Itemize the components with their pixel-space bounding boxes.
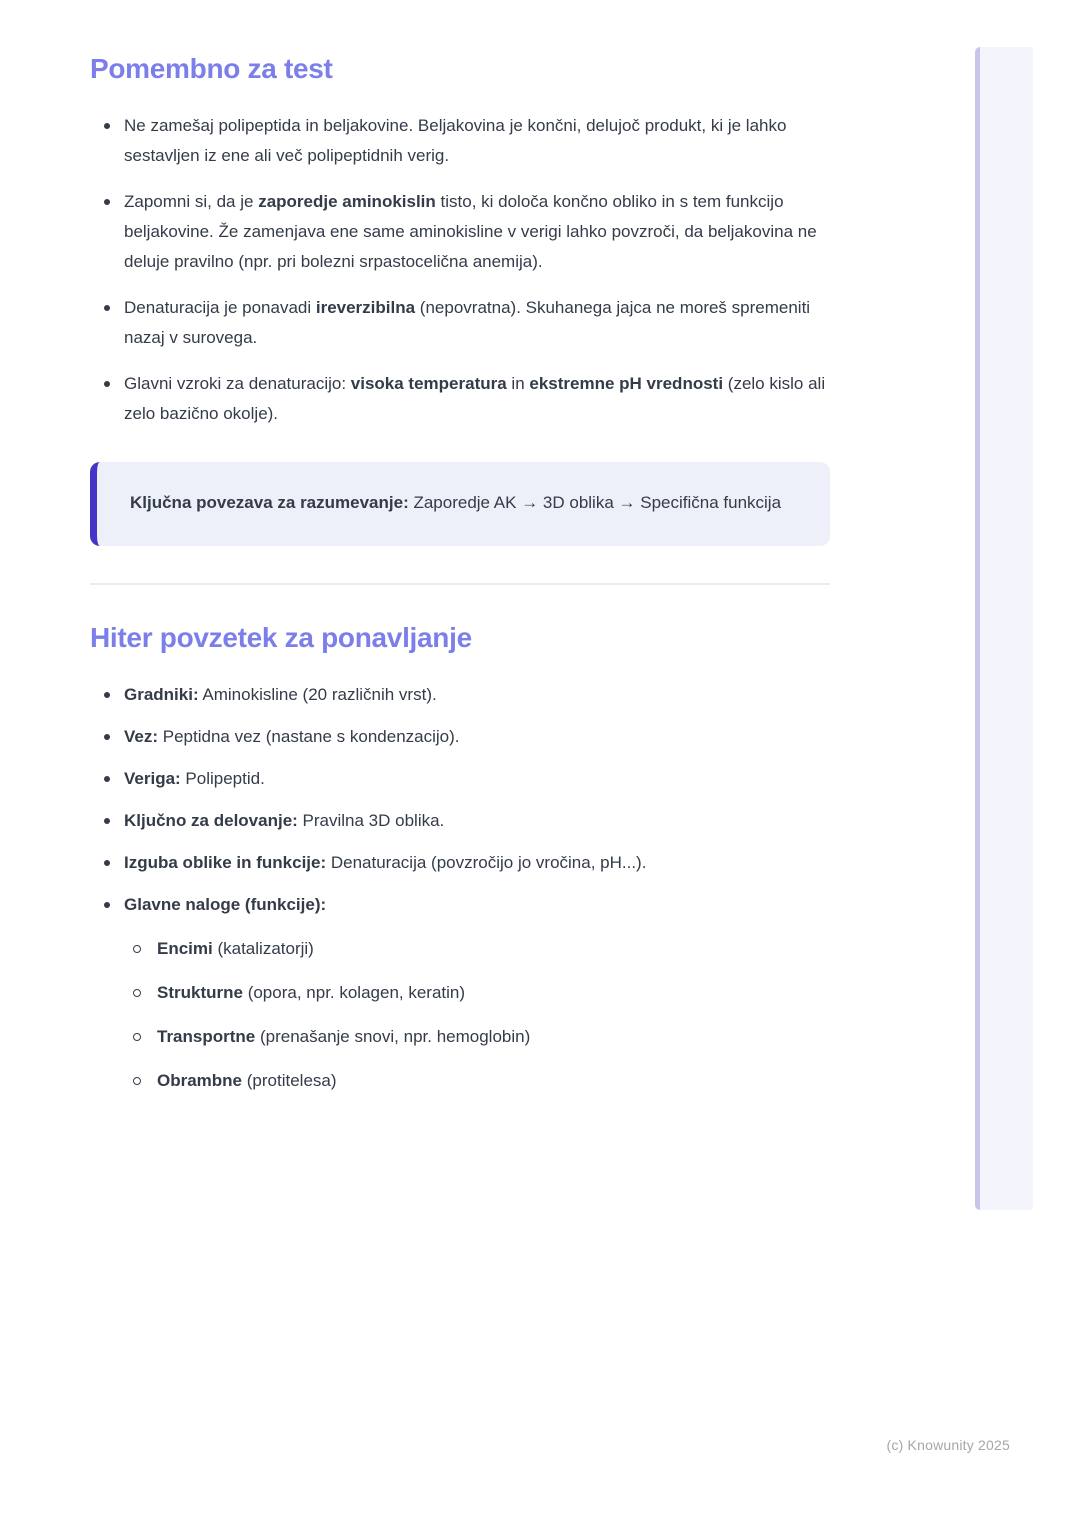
list-item [90,187,830,277]
list-item [90,293,830,353]
key-callout [90,462,830,546]
section-divider [90,583,830,585]
text-run: (prenašanje snovi, npr. hemoglobin) [255,1027,531,1046]
bold-text-run: Veriga: [124,769,181,788]
page-content [90,52,830,1108]
sublist [124,934,830,1096]
text-run: (protitelesa) [242,1071,337,1090]
text-run: Zapomni si, da je [124,192,259,211]
list-item [90,764,830,794]
text-run: tisto, ki določa končno obliko in s tem funkcijo beljakovine. Že zamenjava ene same aminokisline v verigi lahko povzroči, da beljakovina ne deluje pravilno (npr. pri bolezni srpastocelična anemija). [124,192,817,271]
bullet-icon [104,734,110,740]
bullet-icon [104,305,110,311]
text-run: (zelo kislo ali zelo bazično okolje). [124,374,826,423]
list-item [90,848,830,878]
text-run: (opora, npr. kolagen, keratin) [242,983,466,1002]
bullet-icon [104,692,110,698]
text-run: Denaturacija je ponavadi [124,298,316,317]
text-run: Glavni vzroki za denaturacijo: [124,374,351,393]
list-item [90,806,830,836]
bullet-icon [104,123,110,129]
bold-text-run: Gradniki: [124,685,199,704]
circle-bullet-icon [133,1033,141,1041]
important-list [90,111,830,429]
circle-bullet-icon [133,1077,141,1085]
text-run: (katalizatorji) [212,939,314,958]
bold-text-run: Vez: [124,727,159,746]
bullet-icon [104,902,110,908]
text-run: (nepovratna). Skuhanega jajca ne moreš spremeniti nazaj v surovega. [124,298,811,347]
list-item [90,680,830,710]
sublist-item [124,1022,830,1052]
list-item [90,890,830,1096]
next-page-edge-panel [975,47,1033,1210]
summary-list [90,680,830,1096]
bold-text-run: Encimi [157,939,213,958]
circle-bullet-icon [133,945,141,953]
list-item [90,722,830,752]
callout-text [130,486,800,520]
text-run: Ne zamešaj polipeptida in beljakovine. Beljakovina je končni, delujoč produkt, ki je lahko sestavljen iz ene ali več polipeptidnih verig. [124,116,787,165]
bold-text-run: ekstremne pH vrednosti [529,374,724,393]
bullet-icon [104,199,110,205]
sublist-item [124,934,830,964]
text-run: Polipeptid. [180,769,265,788]
bullet-icon [104,860,110,866]
text-run: in [506,374,530,393]
list-item [90,369,830,429]
bold-text-run: zaporedje aminokislin [258,192,436,211]
bullet-icon [104,818,110,824]
bullet-icon [104,381,110,387]
sublist-item [124,978,830,1008]
text-run: Aminokisline (20 različnih vrst). [198,685,437,704]
bold-text-run: Izguba oblike in funkcije: [124,853,327,872]
bold-text-run: Glavne naloge (funkcije): [124,895,327,914]
bold-text-run: visoka temperatura [350,374,507,393]
bold-text-run: Strukturne [157,983,243,1002]
bold-text-run: Ključno za delovanje: [124,811,298,830]
bold-text-run: Obrambne [157,1071,243,1090]
callout-rest-text: Zaporedje AK → 3D oblika → Specifična funkcija [408,493,782,512]
section-title-summary: Hiter povzetek za ponavljanje [90,622,472,653]
circle-bullet-icon [133,989,141,997]
bold-text-run: Transportne [157,1027,256,1046]
bold-text-run: ireverzibilna [315,298,416,317]
list-item [90,111,830,171]
text-run: Denaturacija (povzročijo jo vročina, pH...). [326,853,647,872]
callout-lead-text: Ključna povezava za razumevanje: [130,493,409,512]
sublist-item [124,1066,830,1096]
section-title-important: Pomembno za test [90,53,333,84]
bullet-icon [104,776,110,782]
footer-copyright: (c) Knowunity 2025 [886,1437,1010,1453]
text-run: Pravilna 3D oblika. [297,811,445,830]
text-run: Peptidna vez (nastane s kondenzacijo). [158,727,460,746]
